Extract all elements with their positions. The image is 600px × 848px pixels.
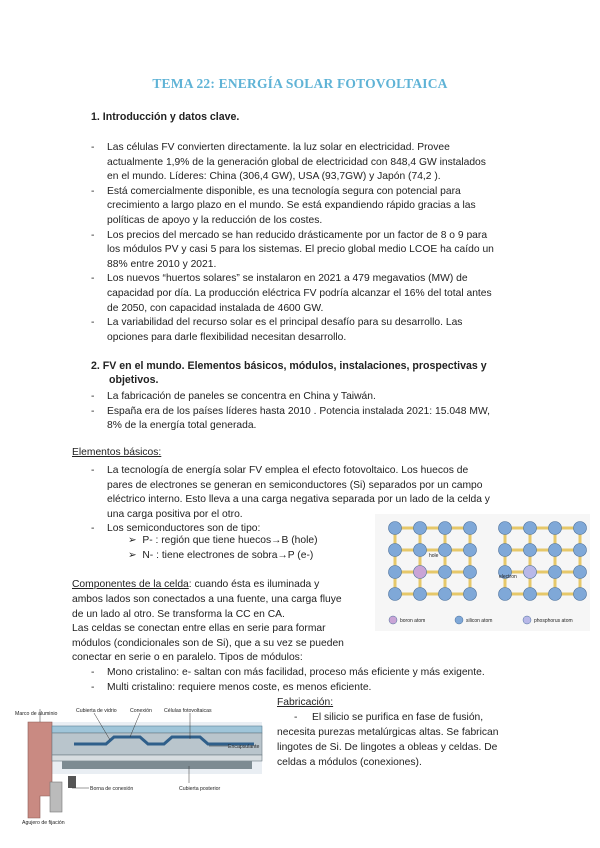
atom [499,522,512,535]
bullet-dash: - [91,317,95,329]
list-item-line: capacidad por día. La producción eléctrica FV podría alcanzar el 16% del total antes [107,288,492,299]
bullet-dash: - [91,523,95,535]
atom [464,522,477,535]
label-cells: Células fotovoltaicas [164,708,212,714]
componentes-line: Las celdas se conectan entre ellas en serie para formar [72,623,326,635]
atom [574,544,587,557]
bullet-dash: - [91,229,95,241]
bullet-dash: - [91,391,95,402]
atom [389,588,402,601]
atom [499,544,512,557]
modulos-item: Multi cristalino: requiere menos coste, es menos eficiente. [107,682,372,693]
mount-bracket [50,782,62,812]
list-item-line: una carga positiva por el otro. [107,508,243,520]
lattice-svg [375,514,590,631]
section2-heading-1: 2. FV en el mundo. Elementos básicos, módulos, instalaciones, prospectivas y [91,360,487,372]
atom [524,588,537,601]
componentes-line: ambos lados son conectados a una fuente, una carga fluye [72,594,342,605]
atom [524,544,537,557]
list-item-line: La tecnología de energía solar FV emplea el efecto fotovoltaico. Los huecos de [107,465,469,476]
solar-panel-diagram [14,706,264,836]
atom [414,522,427,535]
componentes-line: conectar en serie o en paralelo. Tipos de módulos: [72,652,303,664]
componentes-line: de un lado al otro. Se transforma la CC en CA. [72,608,285,620]
panel-svg [14,706,264,836]
section2-heading-2: objetivos. [109,374,159,386]
atom [464,588,477,601]
list-item-line: España era de los países líderes hasta 2010 . Potencia instalada 2021: 15.048 MW, [107,405,490,417]
list-item-line: pares de electrones se generan en semiconductores (Si) separados por un campo [107,479,483,491]
label-back: Cubierta posterior [179,786,221,792]
glass-cover [52,726,262,733]
atom [464,566,477,579]
list-item-line: de 2050, con capacidad instalada de 4600 GW. [107,302,324,314]
list-item-line: 8% de la energía total generada. [107,420,257,432]
label-hole: Agujero de fijación [22,820,65,826]
legend-label: silicon atom [466,618,493,624]
list-item-line: opciones para darle flexibilidad necesitan desarrollo. [107,331,347,343]
aluminium-frame [28,722,52,818]
list-item-line: 88% entre 2010 y 2021. [107,258,217,270]
arrow-icon: ➢ [128,535,137,546]
modulos-item: Mono cristalino: e- saltan con más facilidad, proceso más eficiente y más exigente. [107,667,485,678]
legend-label: boron atom [400,618,426,624]
bullet-dash: - [91,682,95,693]
legend-swatch [389,616,397,624]
fabricacion-line-2: lingotes de Si. De lingotes a obleas y celdas. De [277,742,498,753]
atom [574,566,587,579]
bullet-dash: - [91,667,95,678]
page-title: TEMA 22: ENERGÍA SOLAR FOTOVOLTAICA [152,76,448,91]
arrow-icon: ➢ [128,550,137,561]
bullet-dash: - [91,465,95,476]
atom [389,544,402,557]
connection-terminal [68,776,76,788]
back-cover [52,755,262,761]
atom [439,522,452,535]
crystal-lattice-diagram [375,514,590,631]
fabricacion-line-3: celdas a módulos (conexiones). [277,757,422,768]
atom [549,544,562,557]
list-item-line: eléctrico interno. Esto lleva a una carga negativa separada por un lado de la celda y [107,494,490,506]
list-item-line: Los nuevos “huertos solares” se instalaron en 2021 a 479 megavatios (MW) de [107,273,468,285]
list-item-line: crecimiento a largo plazo en el mundo. Se está expandiendo rápido gracias a las [107,200,476,212]
atom [414,588,427,601]
atom [549,522,562,535]
electron-label: electron [499,574,517,580]
list-item-line: Las células FV convierten directamente. la luz solar en electricidad. Provee [107,142,450,153]
atom [499,588,512,601]
componentes-line: módulos (condicionales son de Si), que a su vez se pueden [72,637,344,649]
legend-swatch [523,616,531,624]
list-item-line: políticas de apoyo y la reducción de los costes. [107,215,323,226]
bullet-dash: - [91,185,95,197]
fabricacion-line-0: El silicio se purifica en fase de fusión, [312,712,484,723]
atom [549,588,562,601]
componentes-label: Componentes de la celda [72,579,189,590]
legend-swatch [455,616,463,624]
list-item-line: Los precios del mercado se han reducido drásticamente por un factor de 8 o 9 para [107,229,488,241]
elementos-label: Elementos básicos: [72,447,162,458]
label-glass: Cubierta de vidrio [76,708,117,714]
list-item-line: en el mundo. Líderes: China (306,4 GW), USA (93,7GW) y Japón (74,2 ). [107,171,441,183]
bullet-dash: - [91,142,95,153]
bullet-dash: - [91,273,95,285]
atom [549,566,562,579]
label-connection: Conexión [130,708,152,714]
sub-item-n: ➢ N- : tiene electrones de sobra→P (e-) [128,550,314,561]
fabricacion-line-1: necesita purezas metalúrgicas altas. Se fabrican [277,727,499,738]
label-frame: Marco de aluminio [15,711,58,717]
atom [574,588,587,601]
hole-label: hole [429,553,439,559]
bullet-dash: - [91,405,95,417]
atom [439,544,452,557]
list-item-line: Los semiconductores son de tipo: [107,523,261,535]
label-encapsulant: Encapsulante [228,744,260,750]
atom [524,566,537,579]
atom [439,588,452,601]
list-item-line: Está comercialmente disponible, es una tecnología segura con potencial para [107,185,461,197]
atom [389,522,402,535]
fabricacion-dash: - [294,712,298,723]
back-sheet [62,761,252,769]
componentes-line-0: Componentes de la celda: cuando ésta es iluminada y [72,579,320,590]
list-item-line: los módulos PV y casi 5 para los sistemas. El precio global medio LCOE ha caído un [107,244,494,256]
atom [389,566,402,579]
label-terminal: Borna de conexión [90,786,134,792]
list-item-line: La variabilidad del recurso solar es el principal desafío para su desarrollo. Las [107,317,463,329]
legend-label: phosphorus atom [534,618,573,624]
atom [414,566,427,579]
section1-heading: 1. Introducción y datos clave. [91,111,240,123]
list-item-line: La fabricación de paneles se concentra en China y Taiwán. [107,391,376,402]
atom [414,544,427,557]
sub-item-p: ➢ P- : región que tiene huecos→B (hole) [128,535,318,546]
atom [524,522,537,535]
fabricacion-label: Fabricación: [277,697,334,708]
atom [439,566,452,579]
list-item-line: actualmente 1,9% de la generación global de electricidad con 848,4 GW instalados [107,156,486,168]
atom [464,544,477,557]
atom [574,522,587,535]
